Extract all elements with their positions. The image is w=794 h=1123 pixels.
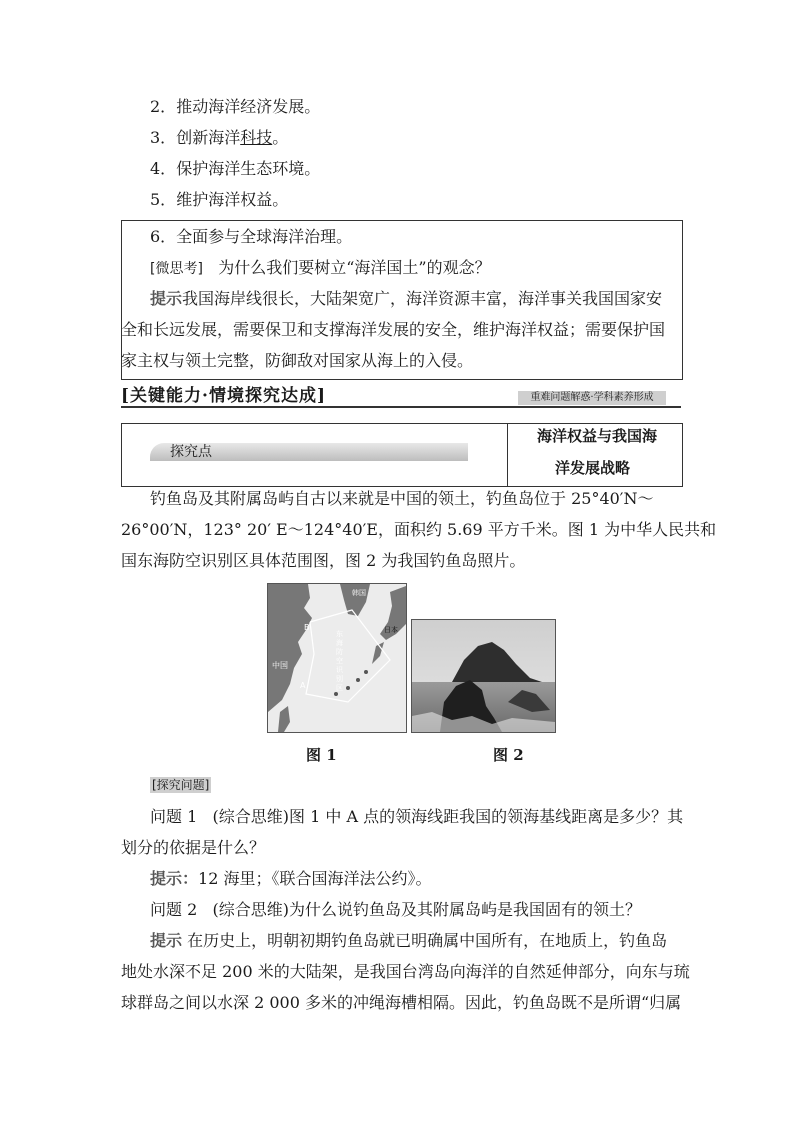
q1-answer bbox=[150, 869, 431, 889]
list-text: 维护海洋权益。 bbox=[176, 190, 289, 209]
think-question-text: 为什么我们要树立“海洋国土”的观念？ bbox=[218, 258, 491, 277]
list-text: 保护海洋生态环境。 bbox=[176, 159, 321, 178]
map-zone-char: 防 bbox=[336, 648, 343, 656]
q2-text: (综合思维)为什么说钓鱼岛及其附属岛屿是我国固有的领土？ bbox=[212, 900, 642, 919]
q2-label: 问题 2 bbox=[150, 900, 198, 919]
q1-label: 问题 1 bbox=[150, 807, 198, 826]
figure-2-photo bbox=[411, 619, 556, 733]
q1-line-1 bbox=[150, 807, 683, 827]
q2-answer-line-2: 地处水深不足 200 米的大陆架，是我国台湾岛向海洋的自然延伸部分，向东与琉 bbox=[121, 962, 690, 981]
list-number: 5． bbox=[150, 190, 177, 209]
list-item-5 bbox=[150, 190, 288, 210]
hint-text: 我国海岸线很长，大陆架宽广，海洋资源丰富，海洋事关我国国家安 bbox=[182, 289, 663, 308]
q1-line-2: 划分的依据是什么？ bbox=[121, 838, 266, 857]
think-question bbox=[150, 258, 491, 279]
intro-line-3: 国东海防空识别区具体范围图，图 2 为我国钓鱼岛照片。 bbox=[121, 551, 526, 570]
list-text: 创新海洋 bbox=[176, 128, 241, 147]
think-tag: [微思考] bbox=[150, 261, 203, 277]
hint-label: 提示： bbox=[150, 869, 199, 888]
q2-answer-line-3: 球群岛之间以水深 2 000 多米的冲绳海槽相隔。因此，钓鱼岛既不是所谓“归属 bbox=[121, 993, 682, 1012]
explore-divider bbox=[507, 424, 508, 486]
figure-2-caption: 图 2 bbox=[493, 746, 524, 764]
map-zone-char: 区 bbox=[336, 684, 343, 692]
list-number: 2． bbox=[150, 97, 177, 116]
hint-line-3: 家主权与领土完整，防御敌对国家从海上的入侵。 bbox=[121, 351, 474, 370]
underlined-term: 科技 bbox=[240, 128, 273, 147]
hint-label: 提示 bbox=[150, 931, 183, 950]
q1-text: (综合思维)图 1 中 A 点的领海线距我国的领海基线距离是多少？其 bbox=[212, 807, 684, 826]
q2-answer-line-1 bbox=[150, 931, 667, 951]
figure-1-map bbox=[267, 583, 407, 733]
map-zone-char: 识 bbox=[336, 666, 343, 674]
explore-topic-line-1: 海洋权益与我国海 bbox=[537, 427, 658, 445]
map-illustration bbox=[268, 584, 406, 732]
map-point-b: B bbox=[304, 623, 310, 632]
map-zone-char: 海 bbox=[336, 639, 343, 647]
explore-topic-line-2: 洋发展战略 bbox=[555, 459, 631, 477]
map-point-a: A bbox=[300, 681, 306, 690]
section-rule bbox=[121, 406, 681, 408]
island-photo bbox=[412, 620, 555, 732]
map-zone-char: 东 bbox=[336, 630, 343, 638]
hint-line-1 bbox=[150, 289, 662, 309]
list-item-2 bbox=[150, 97, 320, 117]
section-title: [关键能力·情境探究达成] bbox=[121, 386, 327, 406]
q1-answer-text: 12 海里；《联合国海洋法公约》。 bbox=[198, 869, 432, 888]
list-item-6: 6．全面参与全球海洋治理。 bbox=[150, 227, 353, 246]
map-zone-char: 空 bbox=[336, 657, 343, 665]
map-label-korea: 韩国 bbox=[352, 589, 366, 597]
map-label-china: 中国 bbox=[272, 661, 288, 670]
map-zone-char: 别 bbox=[336, 675, 343, 683]
list-number: 3． bbox=[150, 128, 177, 147]
list-item-4 bbox=[150, 159, 320, 179]
hint-line-2: 全和长远发展，需要保卫和支撑海洋发展的安全，维护海洋权益；需要保护国 bbox=[121, 320, 666, 339]
map-label-japan: 日本 bbox=[384, 626, 398, 634]
figure-1-caption: 图 1 bbox=[306, 746, 337, 764]
intro-line-1: 钓鱼岛及其附属岛屿自古以来就是中国的领土，钓鱼岛位于 25°40′N～ bbox=[150, 489, 654, 508]
list-item-3 bbox=[150, 128, 288, 148]
section-tag: 重难问题解惑·学科素养形成 bbox=[518, 391, 666, 405]
hint-label: 提示 bbox=[150, 289, 183, 308]
questions-tag: [探究问题] bbox=[152, 778, 210, 792]
q2-answer-text: 在历史上，明朝初期钓鱼岛就已明确属中国所有，在地质上，钓鱼岛 bbox=[187, 931, 668, 950]
list-number: 4． bbox=[150, 159, 177, 178]
explore-label: 探究点 bbox=[170, 444, 212, 460]
list-text: 推动海洋经济发展。 bbox=[176, 97, 321, 116]
intro-line-2: 26°00′N，123° 20′ E～124°40′E，面积约 5.69 平方千米。图 1 为中华人民共和 bbox=[121, 520, 717, 539]
q2-line-1 bbox=[150, 900, 641, 920]
list-tail: 。 bbox=[272, 128, 289, 147]
